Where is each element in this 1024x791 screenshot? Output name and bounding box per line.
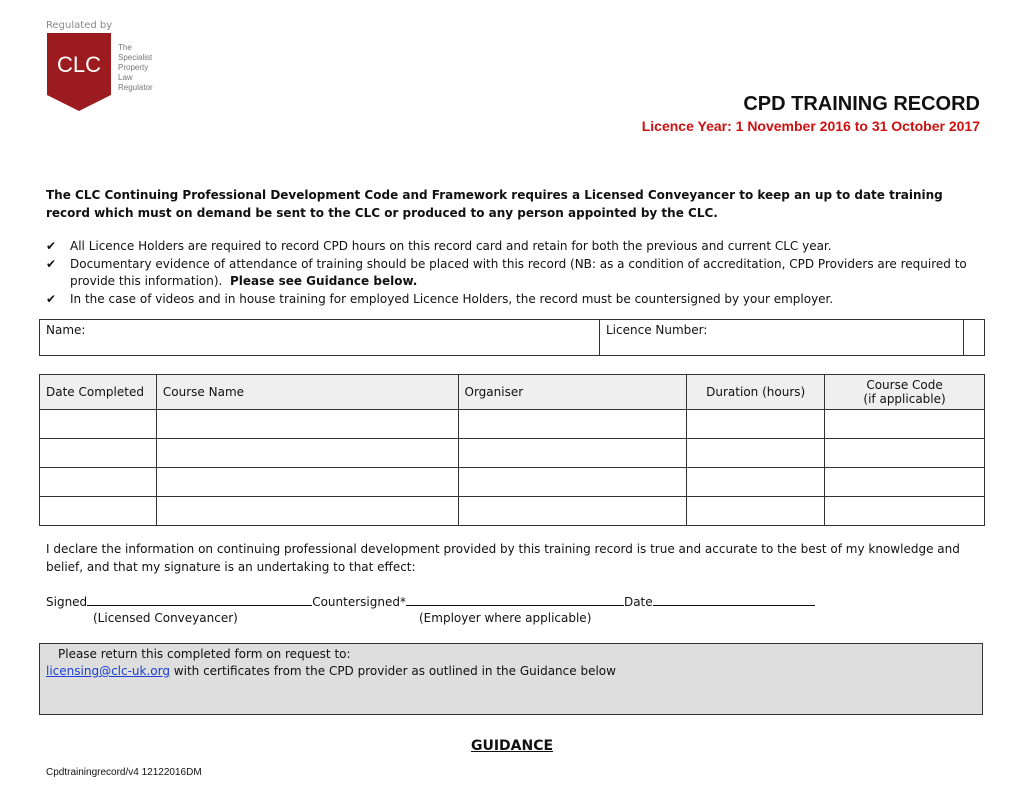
email-link[interactable]: licensing@clc-uk.org [46, 664, 170, 678]
table-cell[interactable] [458, 468, 687, 497]
signed-role-label: (Licensed Conveyancer) [93, 611, 238, 625]
table-row [40, 468, 985, 497]
document-reference: Cpdtrainingrecord/v4 12122016DM [46, 767, 202, 778]
col-course-code-line2: (if applicable) [863, 392, 946, 406]
check-icon: ✔ [46, 257, 57, 271]
return-instruction-email-line [46, 664, 616, 678]
name-field[interactable] [40, 320, 600, 355]
date-field[interactable] [653, 594, 815, 606]
tagline-line: Specialist [118, 53, 153, 62]
col-course-name: Course Name [156, 375, 458, 410]
signed-label: Signed [46, 595, 88, 609]
return-instruction: Please return this completed form on request to: [58, 647, 351, 661]
check-icon: ✔ [46, 292, 57, 306]
intro-paragraph: The CLC Continuing Professional Development Code and Framework requires a Licensed Conveyancer to keep an up to date training record which must on demand be sent to the CLC or produced to any person appointed by the CLC. [46, 188, 943, 220]
table-row [40, 439, 985, 468]
bullet-text: All Licence Holders are required to record CPD hours on this record card and retain for both the previous and current CLC year. [70, 239, 832, 253]
tagline-line: Property [118, 63, 149, 72]
countersigned-label: Countersigned* [312, 595, 406, 609]
table-row [40, 410, 985, 439]
col-date-completed: Date Completed [40, 375, 157, 410]
regulated-by-text: Regulated by [46, 20, 113, 31]
licence-number-label: Licence Number: [606, 323, 708, 337]
date-label: Date [623, 595, 653, 609]
table-cell[interactable] [458, 497, 687, 526]
return-instruction-rest: with certificates from the CPD provider as outlined in the Guidance below [169, 664, 616, 678]
table-cell[interactable] [687, 497, 825, 526]
document-title: CPD TRAINING RECORD [743, 93, 980, 115]
clc-logo-text: CLC [56, 52, 101, 77]
table-row [40, 497, 985, 526]
table-cell[interactable] [156, 497, 458, 526]
bullet-text: In the case of videos and in house training for employed Licence Holders, the record must be countersigned by your employer. [70, 292, 834, 306]
col-organiser: Organiser [458, 375, 687, 410]
table-cell[interactable] [156, 410, 458, 439]
guidance-heading: GUIDANCE [470, 738, 554, 754]
signature-line [46, 594, 815, 609]
tagline-line: Regulator [118, 83, 153, 92]
tagline-line: Law [118, 73, 133, 82]
table-cell[interactable] [825, 497, 985, 526]
table-cell[interactable] [687, 468, 825, 497]
table-cell[interactable] [687, 410, 825, 439]
table-cell[interactable] [40, 410, 157, 439]
tagline-line: The [118, 43, 132, 52]
bullet-text-part: Documentary evidence of attendance of training should be placed with this record (NB: as a condition of accreditation, CPD Providers are required to provide this information). [70, 257, 967, 288]
logo-tagline [118, 43, 153, 93]
table-cell[interactable] [825, 439, 985, 468]
table-cell[interactable] [458, 410, 687, 439]
table-cell[interactable] [825, 468, 985, 497]
table-cell[interactable] [156, 468, 458, 497]
name-licence-box [39, 319, 985, 356]
return-instructions-box [39, 643, 983, 715]
countersigned-field[interactable] [406, 594, 624, 606]
training-table [39, 374, 985, 526]
col-course-code [825, 375, 985, 410]
name-label: Name: [46, 323, 86, 337]
guidance-reference: Please see Guidance below. [229, 274, 418, 288]
table-cell[interactable] [40, 439, 157, 468]
table-cell[interactable] [40, 497, 157, 526]
bullet-text [70, 256, 982, 290]
countersigned-role-label: (Employer where applicable) [419, 611, 592, 625]
col-duration: Duration (hours) [687, 375, 825, 410]
table-cell[interactable] [825, 410, 985, 439]
check-icon: ✔ [46, 239, 57, 253]
table-cell[interactable] [156, 439, 458, 468]
table-cell[interactable] [687, 439, 825, 468]
table-header-row [40, 375, 985, 410]
table-cell[interactable] [458, 439, 687, 468]
licence-year: Licence Year: 1 November 2016 to 31 October 2017 [641, 118, 980, 134]
col-course-code-line1: Course Code [866, 378, 943, 392]
table-cell[interactable] [40, 468, 157, 497]
signed-field[interactable] [87, 594, 312, 606]
declaration-text: I declare the information on continuing professional development provided by this training record is true and accurate to the best of my knowledge and belief, and that my signature is an undertaking to that effect: [46, 542, 960, 574]
